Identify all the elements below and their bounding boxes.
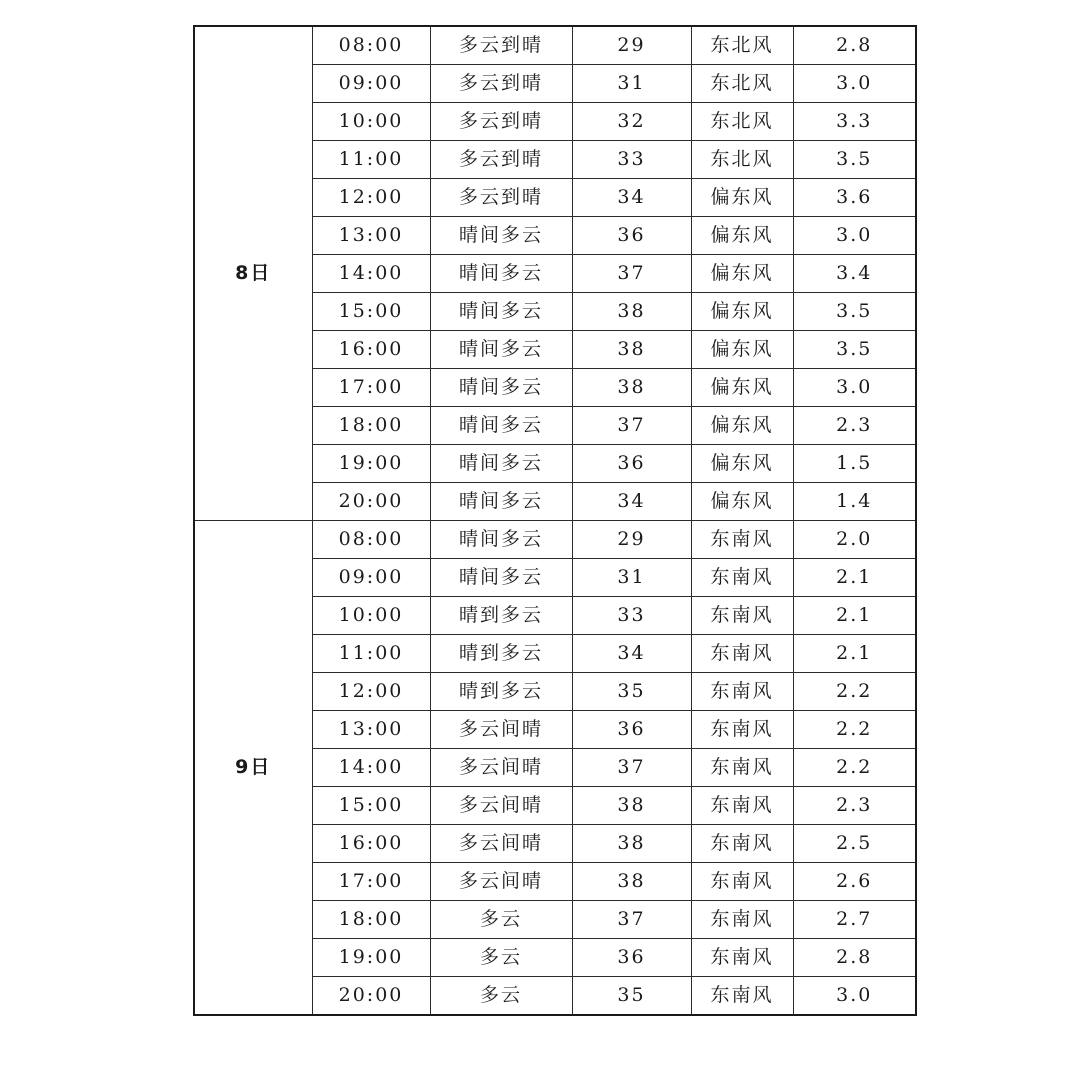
wind-direction-cell: 东南风 — [691, 711, 793, 749]
time-cell: 19:00 — [312, 939, 430, 977]
wind-speed-cell: 2.2 — [793, 711, 916, 749]
time-cell: 10:00 — [312, 597, 430, 635]
wind-direction-cell: 东北风 — [691, 141, 793, 179]
temperature-cell: 34 — [572, 179, 691, 217]
time-cell: 17:00 — [312, 863, 430, 901]
wind-direction-cell: 东南风 — [691, 977, 793, 1016]
temperature-cell: 36 — [572, 711, 691, 749]
weather-cell: 多云间晴 — [430, 825, 572, 863]
time-cell: 20:00 — [312, 977, 430, 1016]
temperature-cell: 37 — [572, 901, 691, 939]
weather-cell: 晴到多云 — [430, 635, 572, 673]
wind-direction-cell: 东南风 — [691, 749, 793, 787]
temperature-cell: 32 — [572, 103, 691, 141]
wind-direction-cell: 偏东风 — [691, 331, 793, 369]
weather-cell: 晴间多云 — [430, 293, 572, 331]
wind-direction-cell: 偏东风 — [691, 445, 793, 483]
time-cell: 10:00 — [312, 103, 430, 141]
temperature-cell: 38 — [572, 293, 691, 331]
time-cell: 19:00 — [312, 445, 430, 483]
temperature-cell: 36 — [572, 217, 691, 255]
weather-cell: 晴到多云 — [430, 673, 572, 711]
time-cell: 15:00 — [312, 293, 430, 331]
wind-direction-cell: 偏东风 — [691, 217, 793, 255]
wind-direction-cell: 东南风 — [691, 597, 793, 635]
temperature-cell: 35 — [572, 977, 691, 1016]
wind-speed-cell: 2.7 — [793, 901, 916, 939]
wind-direction-cell: 东南风 — [691, 825, 793, 863]
temperature-cell: 33 — [572, 597, 691, 635]
wind-speed-cell: 2.6 — [793, 863, 916, 901]
time-cell: 14:00 — [312, 255, 430, 293]
temperature-cell: 38 — [572, 331, 691, 369]
temperature-cell: 33 — [572, 141, 691, 179]
weather-cell: 晴间多云 — [430, 445, 572, 483]
wind-direction-cell: 东南风 — [691, 863, 793, 901]
weather-cell: 晴间多云 — [430, 255, 572, 293]
wind-speed-cell: 2.3 — [793, 787, 916, 825]
wind-direction-cell: 偏东风 — [691, 483, 793, 521]
weather-cell: 晴间多云 — [430, 369, 572, 407]
wind-speed-cell: 2.1 — [793, 597, 916, 635]
wind-speed-cell: 2.1 — [793, 559, 916, 597]
wind-direction-cell: 东南风 — [691, 939, 793, 977]
wind-speed-cell: 2.2 — [793, 673, 916, 711]
forecast-table-body — [194, 26, 916, 1015]
temperature-cell: 34 — [572, 483, 691, 521]
time-cell: 12:00 — [312, 179, 430, 217]
temperature-cell: 38 — [572, 787, 691, 825]
weather-cell: 晴间多云 — [430, 559, 572, 597]
wind-direction-cell: 东北风 — [691, 65, 793, 103]
temperature-cell: 34 — [572, 635, 691, 673]
wind-direction-cell: 东南风 — [691, 673, 793, 711]
time-cell: 13:00 — [312, 711, 430, 749]
wind-speed-cell: 2.2 — [793, 749, 916, 787]
temperature-cell: 38 — [572, 369, 691, 407]
wind-direction-cell: 偏东风 — [691, 255, 793, 293]
weather-cell: 多云 — [430, 901, 572, 939]
weather-cell: 晴间多云 — [430, 217, 572, 255]
wind-speed-cell: 2.8 — [793, 26, 916, 65]
wind-speed-cell: 2.1 — [793, 635, 916, 673]
day-cell: 8日 — [194, 26, 312, 521]
wind-direction-cell: 偏东风 — [691, 179, 793, 217]
time-cell: 17:00 — [312, 369, 430, 407]
wind-speed-cell: 3.3 — [793, 103, 916, 141]
time-cell: 08:00 — [312, 26, 430, 65]
temperature-cell: 36 — [572, 939, 691, 977]
wind-direction-cell: 东南风 — [691, 901, 793, 939]
wind-speed-cell: 1.4 — [793, 483, 916, 521]
day-cell: 9日 — [194, 521, 312, 1016]
wind-speed-cell: 3.0 — [793, 217, 916, 255]
weather-cell: 多云间晴 — [430, 863, 572, 901]
time-cell: 13:00 — [312, 217, 430, 255]
wind-direction-cell: 东南风 — [691, 787, 793, 825]
weather-cell: 多云到晴 — [430, 179, 572, 217]
time-cell: 12:00 — [312, 673, 430, 711]
temperature-cell: 35 — [572, 673, 691, 711]
table-row — [194, 521, 916, 559]
weather-cell: 晴到多云 — [430, 597, 572, 635]
wind-speed-cell: 3.0 — [793, 65, 916, 103]
time-cell: 20:00 — [312, 483, 430, 521]
time-cell: 14:00 — [312, 749, 430, 787]
temperature-cell: 37 — [572, 407, 691, 445]
wind-direction-cell: 东南风 — [691, 521, 793, 559]
weather-cell: 多云到晴 — [430, 103, 572, 141]
temperature-cell: 37 — [572, 255, 691, 293]
weather-cell: 多云到晴 — [430, 65, 572, 103]
wind-speed-cell: 2.8 — [793, 939, 916, 977]
temperature-cell: 31 — [572, 559, 691, 597]
temperature-cell: 37 — [572, 749, 691, 787]
time-cell: 15:00 — [312, 787, 430, 825]
wind-speed-cell: 1.5 — [793, 445, 916, 483]
wind-speed-cell: 3.4 — [793, 255, 916, 293]
weather-cell: 多云间晴 — [430, 749, 572, 787]
weather-cell: 晴间多云 — [430, 331, 572, 369]
weather-cell: 多云到晴 — [430, 141, 572, 179]
wind-speed-cell: 2.0 — [793, 521, 916, 559]
weather-cell: 多云间晴 — [430, 711, 572, 749]
wind-speed-cell: 3.5 — [793, 293, 916, 331]
wind-speed-cell: 3.5 — [793, 141, 916, 179]
wind-direction-cell: 东北风 — [691, 103, 793, 141]
weather-cell: 多云间晴 — [430, 787, 572, 825]
temperature-cell: 38 — [572, 863, 691, 901]
temperature-cell: 29 — [572, 521, 691, 559]
time-cell: 18:00 — [312, 901, 430, 939]
weather-cell: 多云 — [430, 939, 572, 977]
weather-cell: 晴间多云 — [430, 521, 572, 559]
weather-cell: 晴间多云 — [430, 483, 572, 521]
weather-cell: 多云到晴 — [430, 26, 572, 65]
weather-cell: 晴间多云 — [430, 407, 572, 445]
wind-speed-cell: 3.0 — [793, 369, 916, 407]
table-row — [194, 26, 916, 65]
wind-direction-cell: 东北风 — [691, 26, 793, 65]
temperature-cell: 38 — [572, 825, 691, 863]
forecast-table — [193, 25, 917, 1016]
time-cell: 16:00 — [312, 825, 430, 863]
wind-direction-cell: 偏东风 — [691, 407, 793, 445]
wind-speed-cell: 2.3 — [793, 407, 916, 445]
time-cell: 11:00 — [312, 635, 430, 673]
wind-direction-cell: 东南风 — [691, 635, 793, 673]
wind-speed-cell: 3.0 — [793, 977, 916, 1016]
wind-speed-cell: 2.5 — [793, 825, 916, 863]
temperature-cell: 29 — [572, 26, 691, 65]
time-cell: 09:00 — [312, 559, 430, 597]
weather-cell: 多云 — [430, 977, 572, 1016]
time-cell: 09:00 — [312, 65, 430, 103]
wind-speed-cell: 3.5 — [793, 331, 916, 369]
wind-speed-cell: 3.6 — [793, 179, 916, 217]
wind-direction-cell: 东南风 — [691, 559, 793, 597]
time-cell: 16:00 — [312, 331, 430, 369]
wind-direction-cell: 偏东风 — [691, 293, 793, 331]
time-cell: 08:00 — [312, 521, 430, 559]
time-cell: 18:00 — [312, 407, 430, 445]
time-cell: 11:00 — [312, 141, 430, 179]
temperature-cell: 31 — [572, 65, 691, 103]
temperature-cell: 36 — [572, 445, 691, 483]
wind-direction-cell: 偏东风 — [691, 369, 793, 407]
